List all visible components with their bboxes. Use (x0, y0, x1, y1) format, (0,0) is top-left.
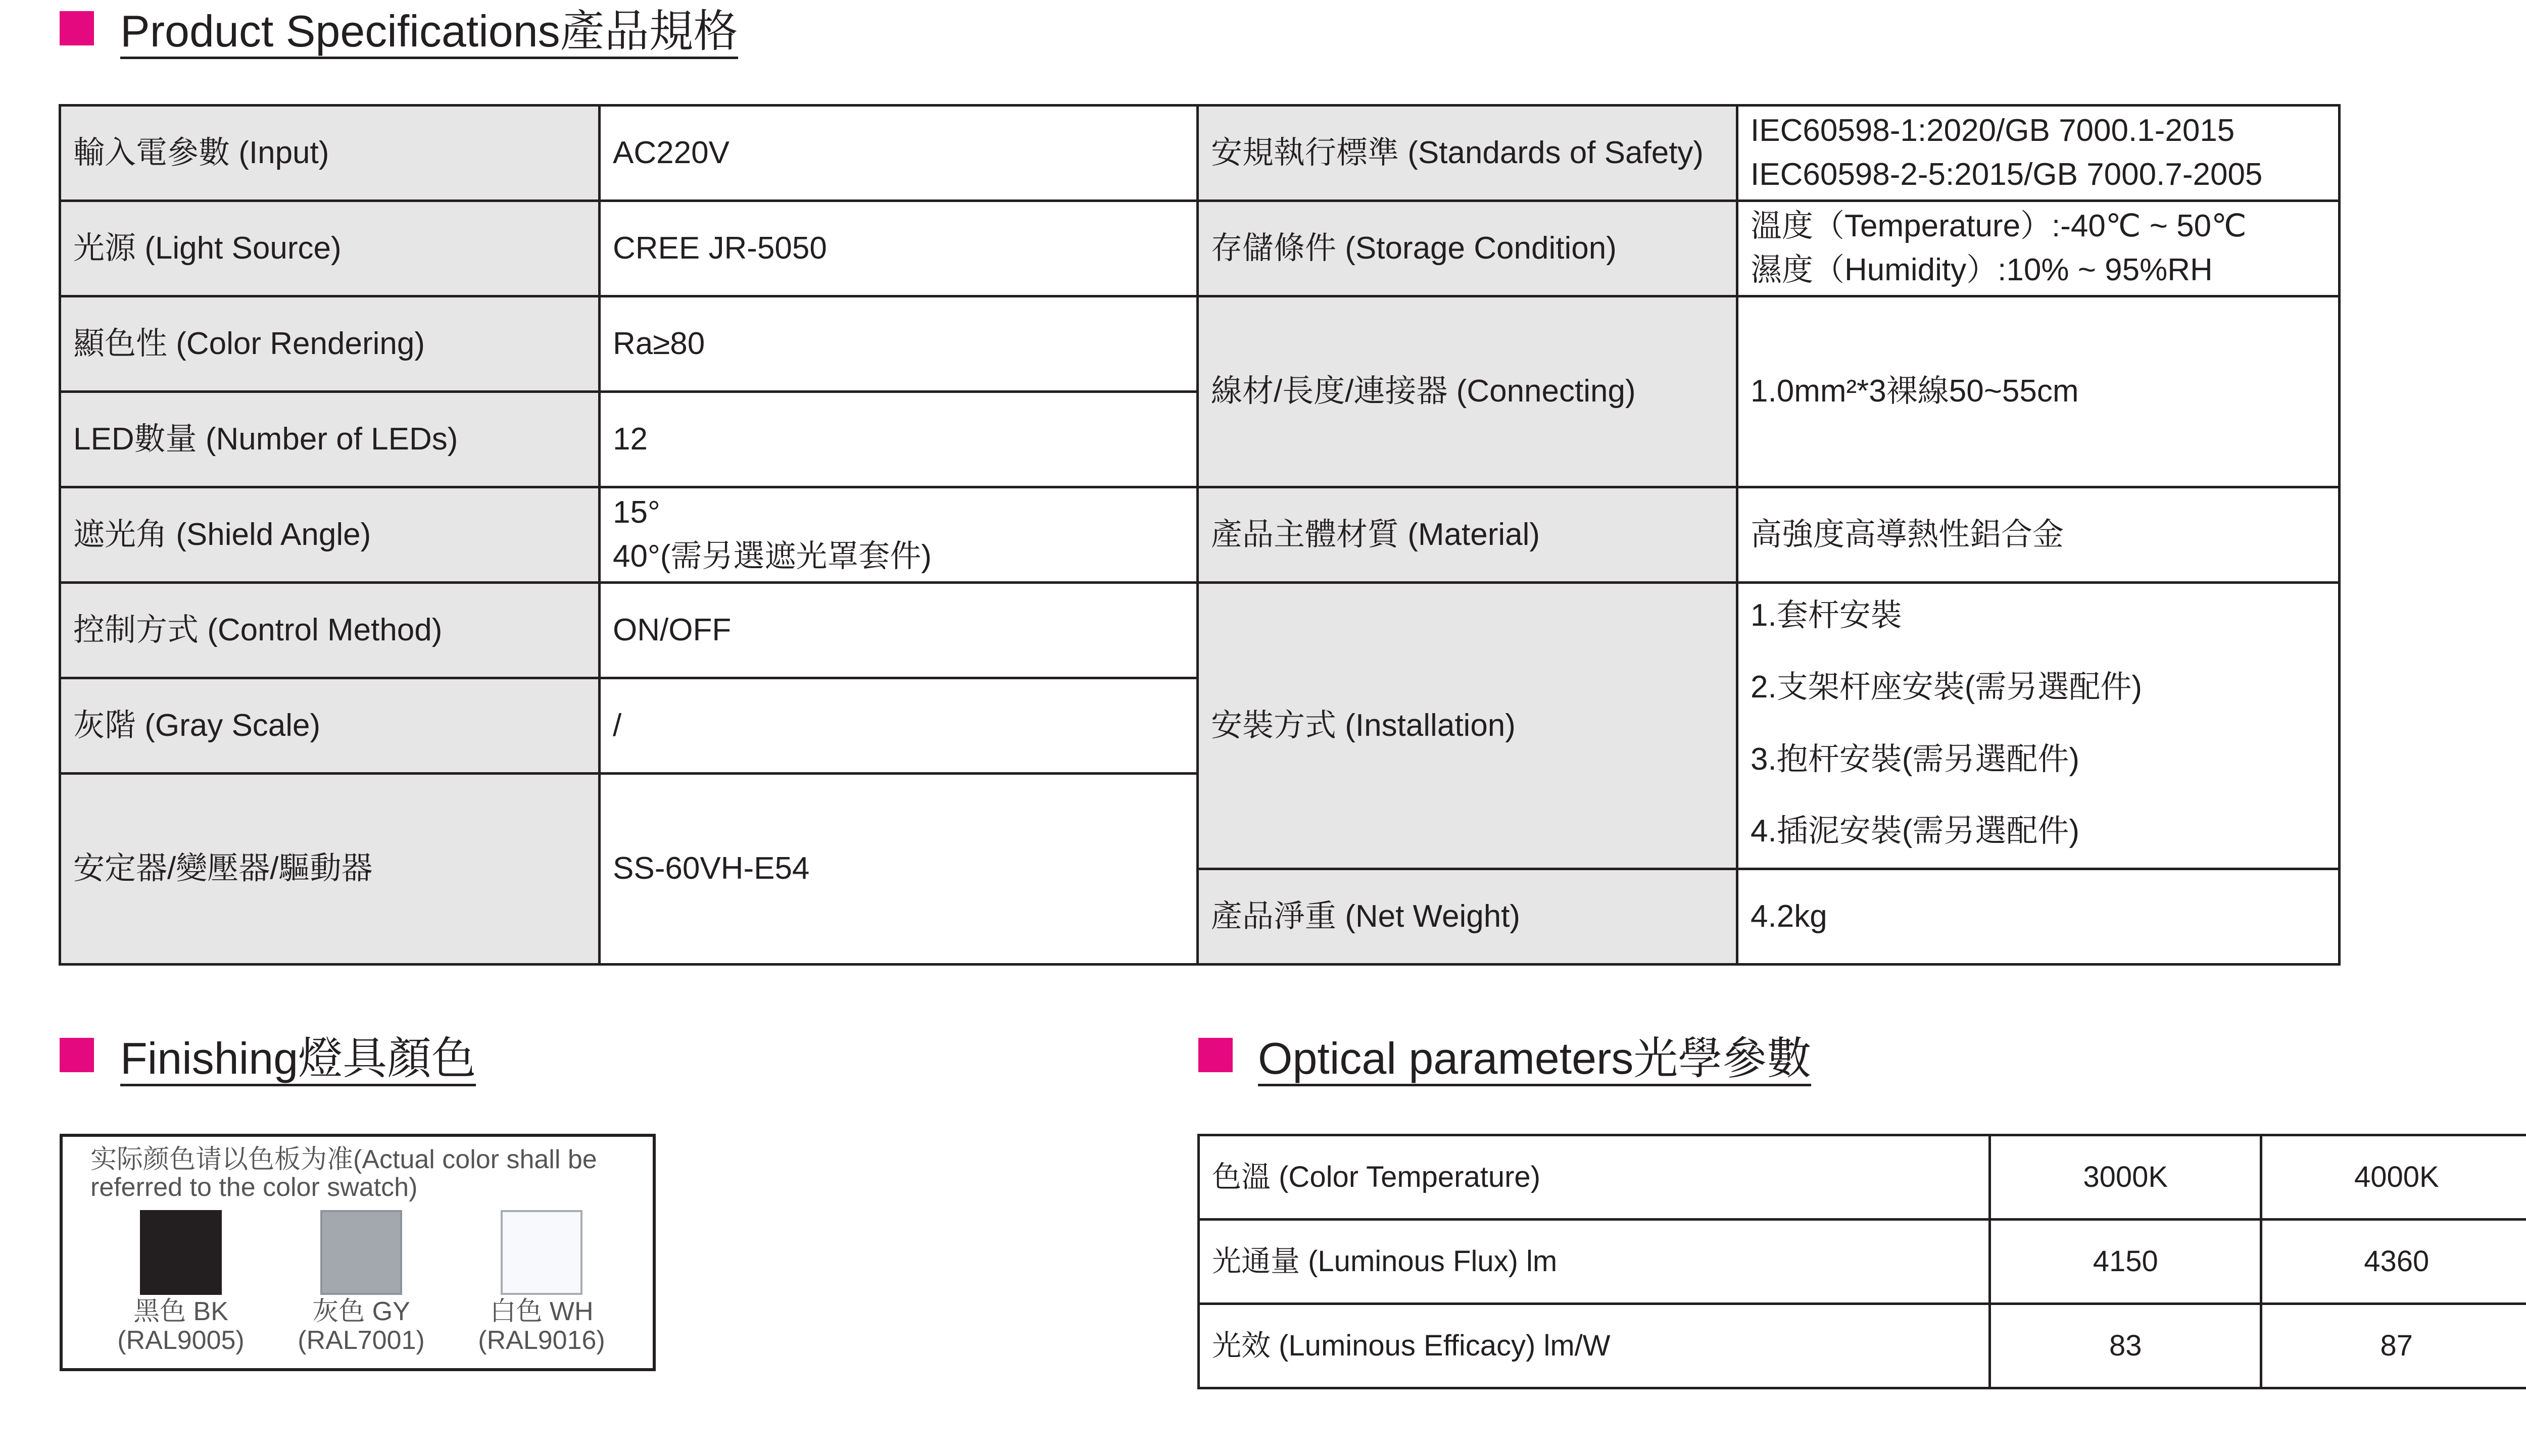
swatch-black (140, 1210, 222, 1295)
swatch-code: (RAL9016) (478, 1326, 605, 1355)
section-marker-icon (60, 1038, 94, 1072)
spec-value-gray-scale: / (600, 678, 1198, 774)
section-marker-icon (60, 11, 94, 45)
spec-label-safety: 安規執行標準 (Standards of Safety) (1198, 106, 1737, 201)
spec-label-control: 控制方式 (Control Method) (60, 583, 600, 678)
spec-value-shield-angle (600, 487, 1198, 583)
spec-label-driver: 安定器/變壓器/驅動器 (60, 774, 600, 965)
optical-value: 4000K (2261, 1135, 2526, 1220)
spec-value-leds: 12 (600, 392, 1198, 487)
swatch-code: (RAL9005) (117, 1326, 245, 1355)
finishing-section-title: Finishing燈具顏色 (120, 1036, 476, 1086)
section-marker-icon (1198, 1038, 1233, 1072)
storage-line-2: 濕度（Humidity）:10% ~ 95%RH (1751, 253, 2213, 287)
spec-label-gray-scale: 灰階 (Gray Scale) (60, 678, 600, 774)
swatch-name: 黑色 BK (133, 1297, 228, 1326)
swatch-caption-gray (285, 1297, 437, 1355)
spec-value-driver: SS-60VH-E54 (600, 774, 1198, 965)
optical-row-color-temperature (1199, 1135, 2526, 1220)
swatch-caption-white (466, 1297, 617, 1355)
specs-table (59, 104, 2341, 966)
spec-label-leds: LED數量 (Number of LEDs) (60, 392, 600, 487)
spec-label-input: 輸入電參數 (Input) (60, 106, 600, 201)
installation-item-4: 4.插泥安裝(需另選配件) (1751, 814, 2080, 849)
optical-label: 光通量 (Luminous Flux) lm (1199, 1220, 1990, 1304)
spec-value-material: 高強度高導熱性鋁合金 (1737, 487, 2340, 583)
specs-section-title: Product Specifications產品規格 (120, 9, 738, 59)
spec-label-connecting: 線材/長度/連接器 (Connecting) (1198, 296, 1737, 487)
finishing-note: 实际颜色请以色板为准(Actual color shall be referred to the color swatch) (90, 1145, 597, 1202)
optical-row-luminous-flux (1199, 1220, 2526, 1304)
optical-value: 3000K (1990, 1135, 2261, 1220)
swatch-name: 灰色 GY (312, 1297, 410, 1326)
spec-value-safety (1737, 106, 2340, 201)
spec-value-input: AC220V (600, 106, 1198, 201)
spec-label-net-weight: 產品淨重 (Net Weight) (1198, 869, 1737, 965)
optical-value: 4360 (2261, 1220, 2526, 1304)
spec-label-color-rendering: 顯色性 (Color Rendering) (60, 296, 600, 392)
optical-label: 色溫 (Color Temperature) (1199, 1135, 1990, 1220)
spec-value-storage (1737, 201, 2340, 296)
swatch-code: (RAL7001) (298, 1326, 425, 1355)
spec-label-installation: 安裝方式 (Installation) (1198, 583, 1737, 869)
spec-label-material: 產品主體材質 (Material) (1198, 487, 1737, 583)
spec-label-storage: 存儲條件 (Storage Condition) (1198, 201, 1737, 296)
spec-value-light-source: CREE JR-5050 (600, 201, 1198, 296)
spec-label-light-source: 光源 (Light Source) (60, 201, 600, 296)
safety-line-1: IEC60598-1:2020/GB 7000.1-2015 (1751, 113, 2235, 148)
installation-item-2: 2.支架杆座安裝(需另選配件) (1751, 670, 2143, 705)
optical-table (1197, 1134, 2526, 1389)
spec-value-installation (1737, 583, 2340, 869)
optical-value: 4150 (1990, 1220, 2261, 1304)
spec-value-connecting: 1.0mm²*3裸線50~55cm (1737, 296, 2340, 487)
spec-label-shield-angle: 遮光角 (Shield Angle) (60, 487, 600, 583)
spec-value-color-rendering: Ra≥80 (600, 296, 1198, 392)
optical-section-title: Optical parameters光學參數 (1258, 1036, 1811, 1086)
swatch-caption-black (105, 1297, 257, 1355)
storage-line-1: 溫度（Temperature）:-40℃ ~ 50℃ (1751, 209, 2247, 244)
optical-label: 光效 (Luminous Efficacy) lm/W (1199, 1304, 1990, 1388)
swatch-white (501, 1210, 582, 1295)
optical-value: 83 (1990, 1304, 2261, 1388)
finishing-swatch-panel (60, 1134, 656, 1371)
optical-row-luminous-efficacy (1199, 1304, 2526, 1388)
shield-line-1: 15° (613, 495, 660, 530)
shield-line-2: 40°(需另選遮光罩套件) (613, 539, 932, 574)
swatch-gray (320, 1210, 402, 1295)
spec-value-net-weight: 4.2kg (1737, 869, 2340, 965)
optical-value: 87 (2261, 1304, 2526, 1388)
spec-value-control: ON/OFF (600, 583, 1198, 678)
installation-item-1: 1.套杆安裝 (1751, 598, 1902, 633)
installation-item-3: 3.抱杆安裝(需另選配件) (1751, 741, 2080, 777)
swatch-name: 白色 WH (490, 1297, 594, 1326)
safety-line-2: IEC60598-2-5:2015/GB 7000.7-2005 (1751, 157, 2263, 192)
